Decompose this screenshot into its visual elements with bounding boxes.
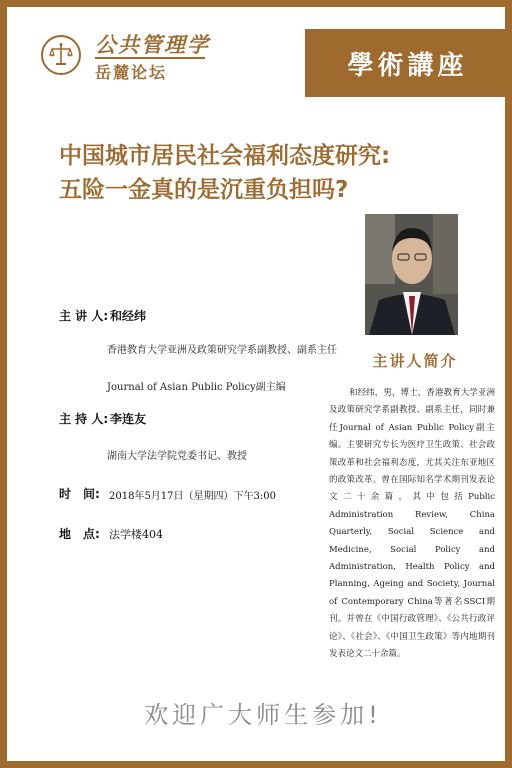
speaker-name: 和经纬: [110, 309, 147, 323]
place-label: 地 点:: [59, 527, 100, 541]
scales-of-justice-seal-icon: [41, 35, 81, 75]
host-name: 李连友: [110, 412, 147, 426]
time-label: 时 间:: [59, 487, 100, 501]
speaker-photo: [365, 214, 458, 335]
welcome-footer: 欢迎广大师生参加!: [144, 701, 382, 729]
place-value: 法学楼404: [109, 528, 163, 541]
logo-title-top: 公共管理学: [95, 32, 210, 57]
lecture-title: [59, 139, 479, 207]
speaker-editor-role: Journal of Asian Public Policy副主编: [107, 382, 286, 393]
host-affiliation: 湖南大学法学院党委书记、教授: [107, 451, 247, 462]
lecture-banner: 學術講座: [305, 29, 510, 97]
bio-text: 和经纬，男，博士，香港教育大学亚洲及政策研究学系副教授、副系主任，同时兼任Journal of Asian Public Policy副主编。主要研究专长为医疗卫生政策、社会政策改革和社会福利态度，尤其关注东亚地区的政策改革。曾在国际知名学术期刊发表论文二十余篇，其中包括Public Administration Review, China Quarterly, Social Science and Medicine, Social Policy and Administration, Health Policy and Planning, Ageing and Society, Journal of Contemporary China等著名SSCI期刊。并曾在《中国行政管理》、《公共行政评论》、《社会》、《中国卫生政策》等内地期刊发表论文二十余篇。: [329, 388, 495, 660]
logo-title-bottom: 岳麓论坛: [95, 63, 168, 82]
speaker-label: 主 讲 人:: [59, 309, 109, 323]
host-label: 主 持 人:: [59, 412, 109, 426]
title-line-2: 五险一金真的是沉重负担吗?: [59, 177, 349, 203]
bio-heading: 主讲人简介: [372, 352, 458, 370]
time-value: 2018年5月17日（星期四）下午3:00: [109, 491, 276, 502]
logo-divider: [95, 57, 205, 59]
speaker-affiliation: 香港教育大学亚洲及政策研究学系副教授、副系主任: [107, 345, 337, 356]
title-line-1: 中国城市居民社会福利态度研究:: [59, 143, 391, 169]
